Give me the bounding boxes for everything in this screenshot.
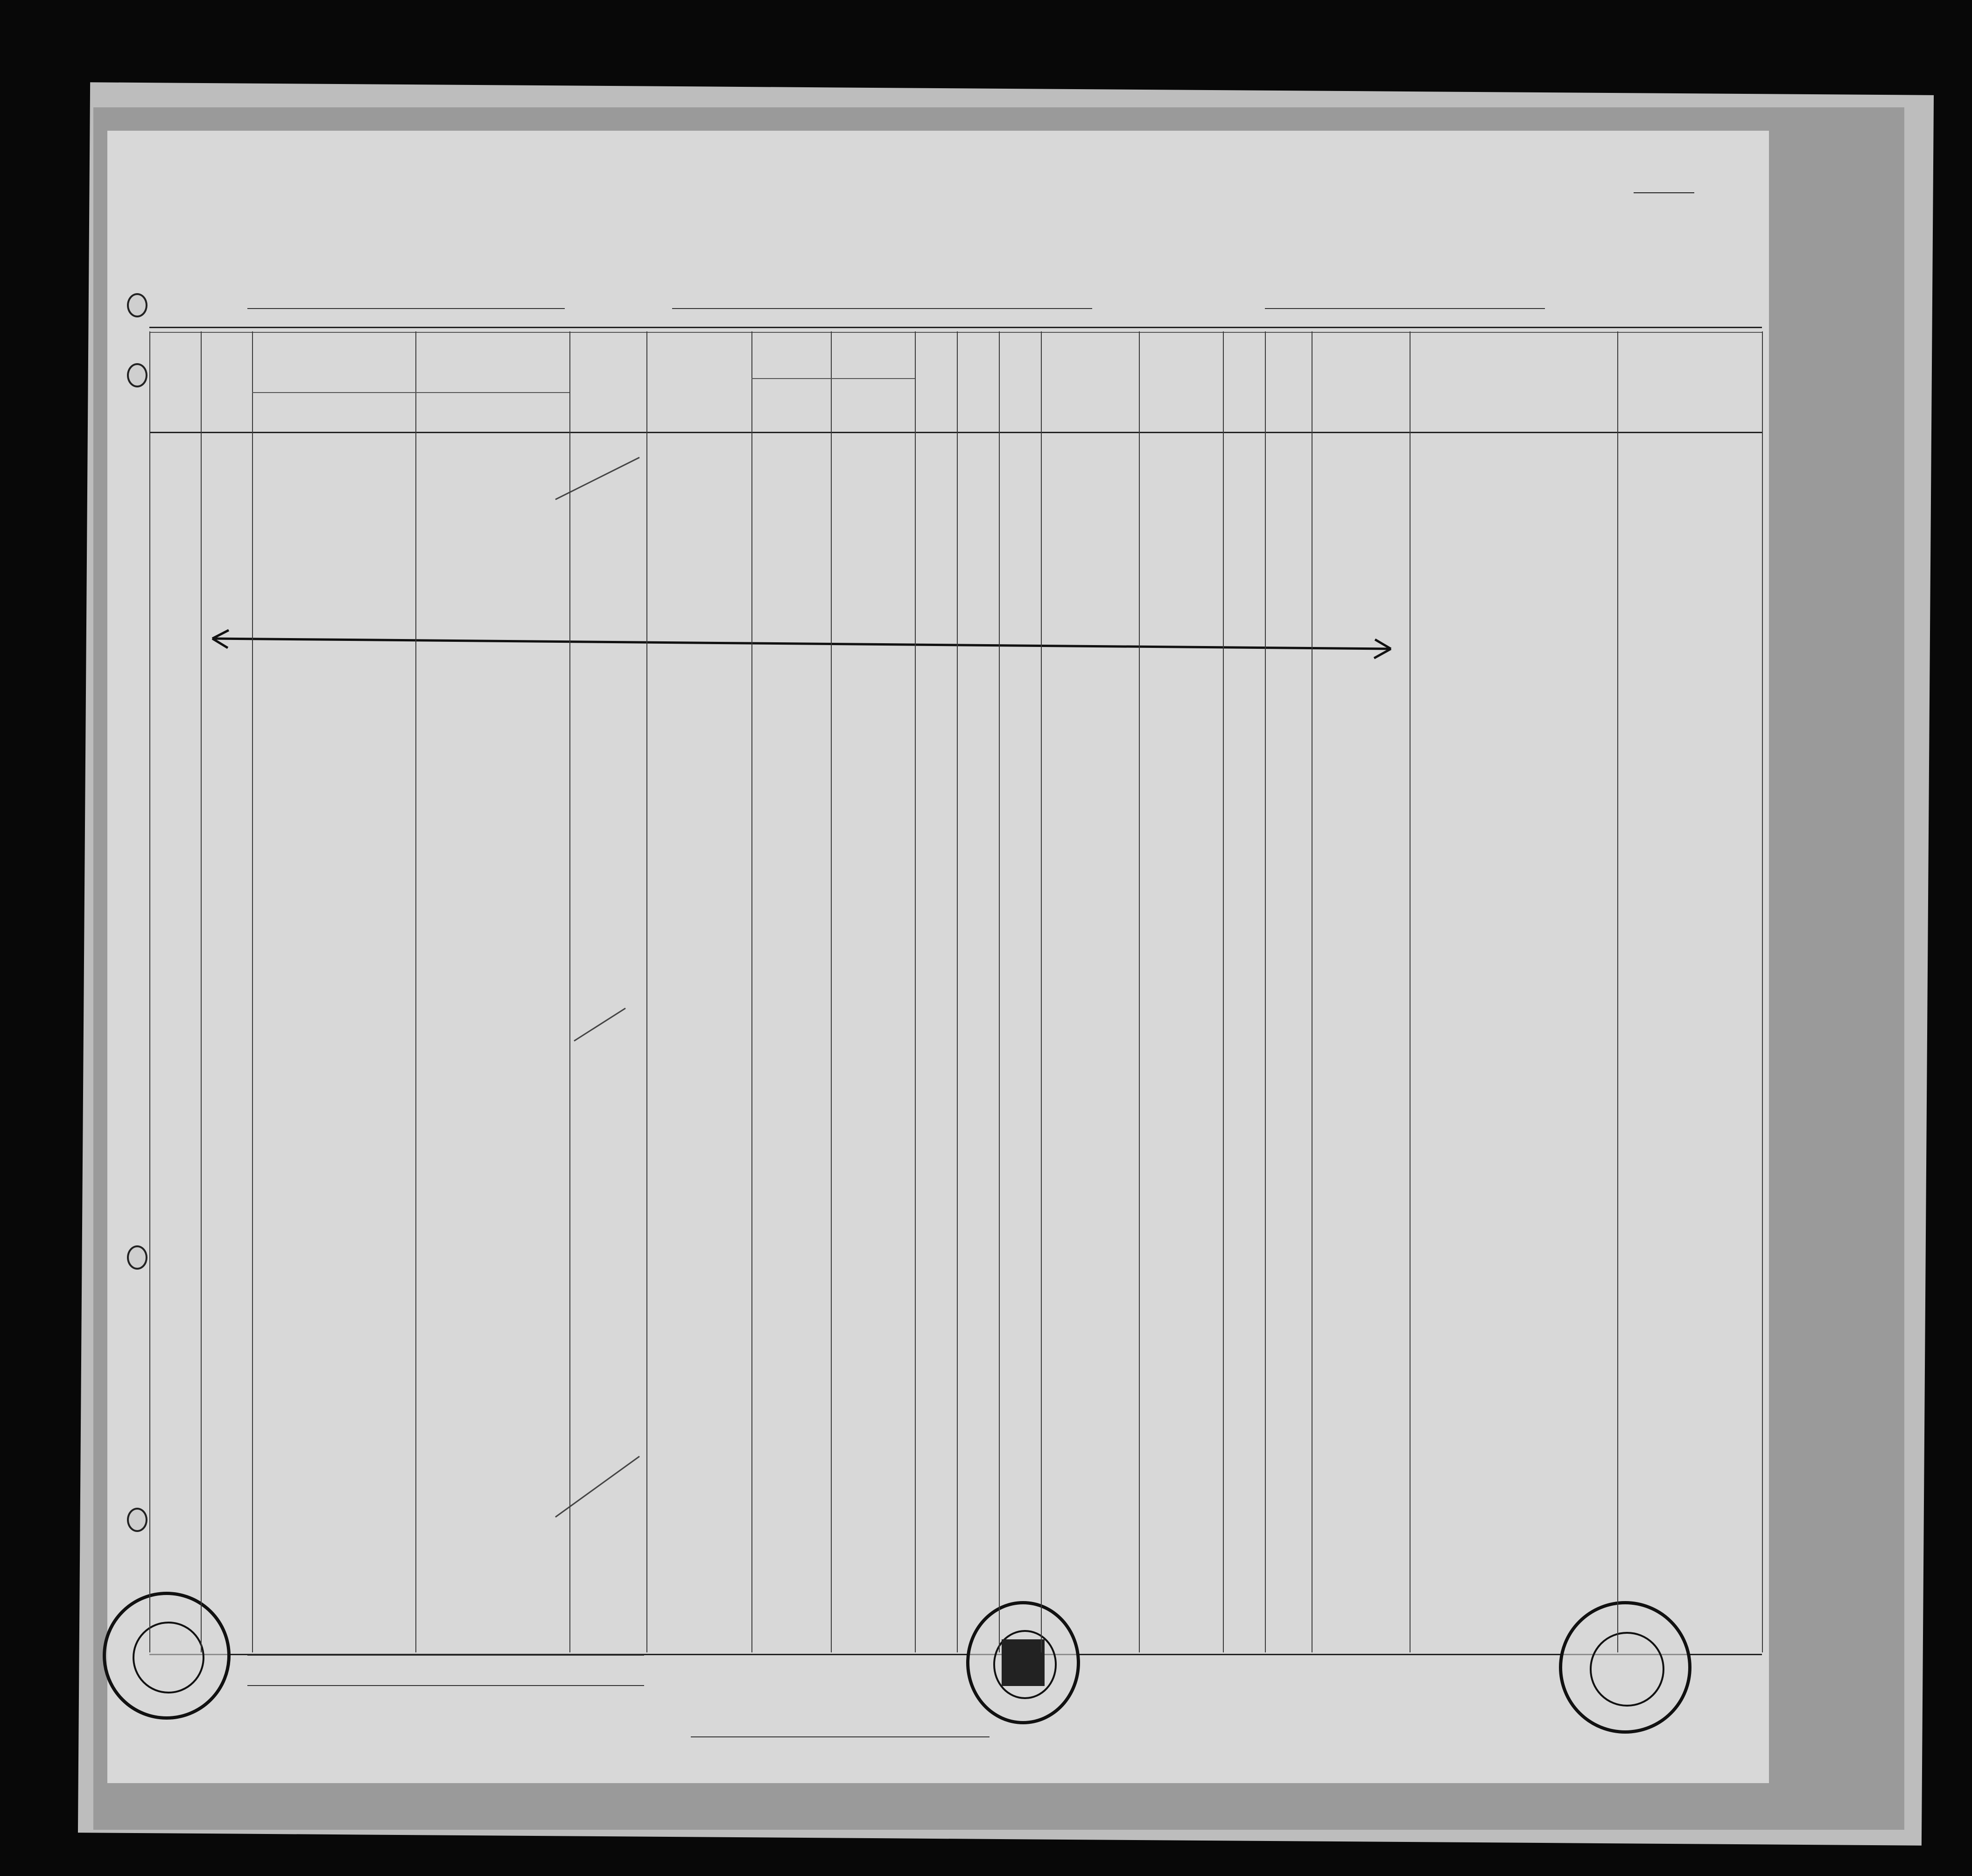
left-port-stamp: [103, 1592, 231, 1720]
column-rule: [1139, 331, 1140, 1652]
punch-hole: [127, 1508, 147, 1532]
middle-port-stamp: [966, 1601, 1080, 1724]
column-rule: [415, 331, 416, 1652]
column-rule: [957, 331, 958, 1652]
column-rule: [1265, 331, 1266, 1652]
column-rule: [201, 331, 202, 1652]
column-rule: [1617, 331, 1618, 1652]
column-rule: [1041, 331, 1042, 1652]
column-rule: [1223, 331, 1224, 1652]
manifest-page: [107, 131, 1769, 1783]
column-rule: [1762, 331, 1763, 1652]
punch-hole: [127, 363, 147, 387]
crew-table: [149, 327, 1762, 1655]
punch-hole: [127, 293, 147, 317]
column-rule: [149, 331, 150, 1652]
column-rule: [252, 331, 253, 1652]
column-rule: [999, 331, 1000, 1652]
header-rule: [252, 392, 569, 393]
column-rule: [915, 331, 916, 1652]
right-port-stamp: [1559, 1601, 1691, 1734]
column-rule: [751, 331, 752, 1652]
column-rule: [1410, 331, 1411, 1652]
column-rule: [569, 331, 570, 1652]
header-rule: [751, 378, 915, 379]
column-rule: [831, 331, 832, 1652]
column-rule: [646, 331, 647, 1652]
punch-hole: [127, 1245, 147, 1270]
